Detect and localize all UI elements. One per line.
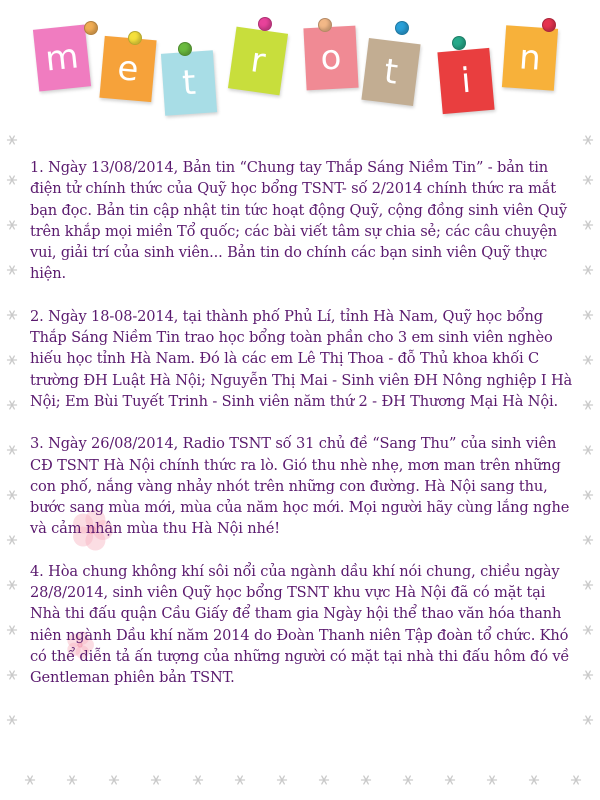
star-icon <box>584 581 593 589</box>
star-icon <box>8 446 17 454</box>
star-icon <box>488 776 497 784</box>
star-icon <box>584 221 593 229</box>
star-icon <box>584 356 593 364</box>
news-item-4: 4. Hòa chung không khí sôi nổi của ngành dầu khí nói chung, chiều ngày 28/8/2014, sinh viên Quỹ học bổng TSNT khu vực Hà Nội đã có mặt tại Nhà thi đấu quận Cầu Giấy để tham gia Ngày hội thể thao văn hóa thanh niên ngành Dầu khí năm 2014 do Đoàn Thanh niên Tập đoàn tổ chức. Khó có thể diễn tả ấn tượng của những người có mặt tại nhà thi đấu hôm đó về Gentleman phiên bản TSNT. <box>30 562 570 687</box>
star-icon <box>8 716 17 724</box>
star-icon <box>446 776 455 784</box>
star-icon <box>8 491 17 499</box>
star-icon <box>278 776 287 784</box>
banner-card-i <box>437 48 494 114</box>
metrotin-banner <box>0 0 600 140</box>
banner-letter: t <box>381 51 401 93</box>
star-icon <box>194 776 203 784</box>
star-icon <box>584 671 593 679</box>
star-icon <box>584 401 593 409</box>
banner-card-o <box>303 26 358 91</box>
star-icon <box>8 401 17 409</box>
banner-letter: t <box>180 62 198 104</box>
star-icon <box>110 776 119 784</box>
news-item-1: 1. Ngày 13/08/2014, Bản tin “Chung tay Thắp Sáng Niềm Tin” - bản tin điện tử chính thức của Quỹ học bổng TSNT- số 2/2014 chính thức ra mắt bạn đọc. Bản tin cập nhật tin tức hoạt động Quỹ, cộng đồng sinh viên Quỹ trên khắp mọi miền Tổ quốc; các bài viết tâm sự chia sẻ; các câu chuyện vui, giải trí của sinh viên... Bản tin do chính các bạn sinh viên Quỹ thực hiện. <box>30 159 567 283</box>
star-icon <box>584 266 593 274</box>
banner-letter: n <box>517 37 543 79</box>
pushpin-icon <box>84 21 98 35</box>
star-icon <box>530 776 539 784</box>
star-icon <box>584 311 593 319</box>
star-icon <box>8 536 17 544</box>
star-icon <box>8 626 17 634</box>
banner-card-r <box>228 27 288 96</box>
star-icon <box>572 776 581 784</box>
news-item-2: 2. Ngày 18-08-2014, tại thành phố Phủ Lí, tỉnh Hà Nam, Quỹ học bổng Thắp Sáng Niềm Tin trao học bổng toàn phần cho 3 em sinh viên nghèo hiếu học tỉnh Hà Nam. Đó là các em Lê Thị Thoa - đỗ Thủ khoa khối C trường ĐH Luật Hà Nội; Nguyễn Thị Mai - Sinh viên ĐH Nông nghiệp I Hà Nội; Em Bùi Tuyết Trinh - Sinh viên năm thứ 2 - ĐH Thương Mại Hà Nội. <box>30 307 573 410</box>
banner-card-e <box>99 36 156 102</box>
star-icon <box>584 176 593 184</box>
pushpin-icon <box>128 31 142 45</box>
star-icon <box>320 776 329 784</box>
pushpin-icon <box>452 36 466 50</box>
star-icon <box>584 536 593 544</box>
star-icon <box>26 776 35 784</box>
banner-letter: r <box>248 40 268 82</box>
star-icon <box>8 176 17 184</box>
banner-card-t <box>161 50 217 115</box>
star-icon <box>8 221 17 229</box>
pushpin-icon <box>318 18 332 32</box>
banner-card-m <box>33 24 91 91</box>
news-content <box>30 157 575 710</box>
pushpin-icon <box>178 42 192 56</box>
banner-letter: o <box>319 37 343 79</box>
star-icon <box>584 446 593 454</box>
pushpin-icon <box>542 18 556 32</box>
star-icon <box>8 311 17 319</box>
star-icon <box>8 581 17 589</box>
banner-letter: i <box>459 60 473 102</box>
star-icon <box>584 716 593 724</box>
star-icon <box>584 491 593 499</box>
star-icon <box>8 671 17 679</box>
banner-card-t2 <box>361 38 420 106</box>
pushpin-icon <box>395 21 409 35</box>
star-icon <box>8 266 17 274</box>
banner-card-n <box>502 25 558 90</box>
pushpin-icon <box>258 17 272 31</box>
star-icon <box>362 776 371 784</box>
star-icon <box>8 356 17 364</box>
banner-letter: m <box>43 36 81 80</box>
star-icon <box>584 626 593 634</box>
star-icon <box>68 776 77 784</box>
star-icon <box>236 776 245 784</box>
news-item-3: 3. Ngày 26/08/2014, Radio TSNT số 31 chủ đề “Sang Thu” của sinh viên CĐ TSNT Hà Nội chính thức ra lò. Gió thu nhè nhẹ, mơn man trên những con phố, nắng vàng nhảy nhót trên những con đường. Hà Nội sang thu, bước sang mùa mới, mùa của năm học mới. Mọi người hãy cùng lắng nghe và cảm nhận mùa thu Hà Nội nhé! <box>30 435 570 538</box>
star-icon <box>152 776 161 784</box>
star-icon <box>404 776 413 784</box>
banner-letter: e <box>115 48 141 90</box>
